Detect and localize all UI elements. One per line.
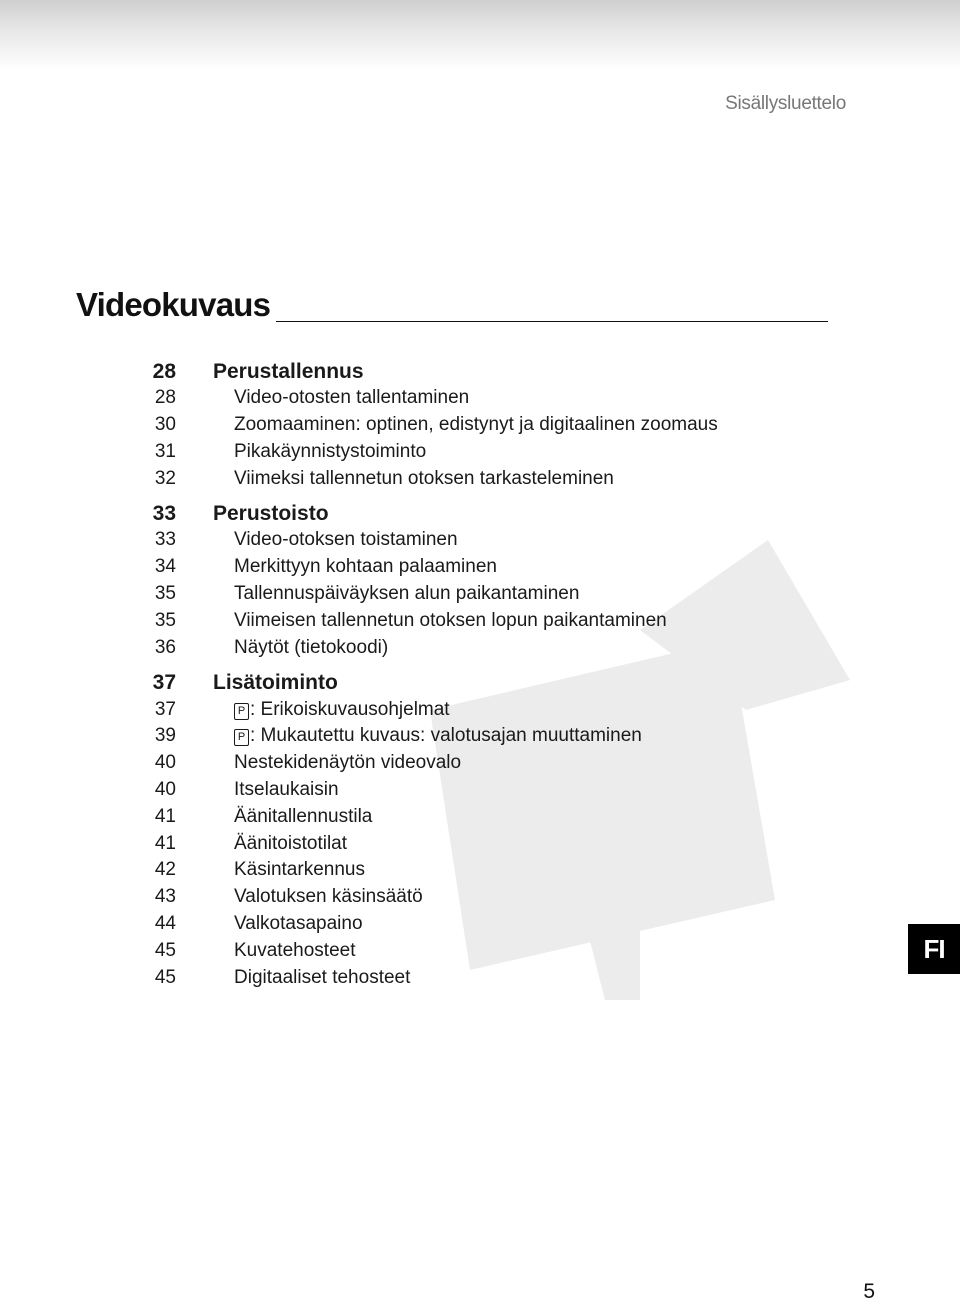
toc-page-number: 44 <box>154 913 176 934</box>
page-number: 5 <box>863 1280 875 1303</box>
toc-page-number: 45 <box>154 967 176 988</box>
toc-entry <box>0 750 960 776</box>
toc-heading <box>0 359 960 385</box>
toc-page-number: 43 <box>154 886 176 907</box>
toc-page-number: 42 <box>154 859 176 880</box>
toc-page-number: 28 <box>152 360 176 383</box>
toc-entry <box>0 723 960 749</box>
toc-entry-text: Käsintarkennus <box>234 859 365 880</box>
toc-page-number: 35 <box>154 583 176 604</box>
toc-entry-text: Äänitoistotilat <box>234 833 348 854</box>
toc-entry <box>0 412 960 438</box>
section-title: Videokuvaus <box>76 286 271 323</box>
toc-entry-text: Digitaaliset tehosteet <box>234 967 411 988</box>
running-head: Sisällysluettelo <box>725 93 846 114</box>
toc-page-number: 45 <box>154 940 176 961</box>
toc-page-number: 41 <box>154 833 176 854</box>
toc-entry <box>0 608 960 634</box>
toc-entry <box>0 554 960 580</box>
toc-entry-text: Valotuksen käsinsäätö <box>234 886 423 907</box>
toc-page-number: 30 <box>154 414 176 435</box>
toc-entry <box>0 911 960 937</box>
toc-page-number: 31 <box>154 441 176 462</box>
toc-page-number: 35 <box>154 610 176 631</box>
toc-page-number: 41 <box>154 806 176 827</box>
toc-entry-text: Kuvatehosteet <box>234 940 356 961</box>
program-mode-icon: P <box>234 703 249 720</box>
toc-entry <box>0 804 960 830</box>
toc-entry-text: Merkittyyn kohtaan palaaminen <box>234 556 497 577</box>
toc-entry-label: : Mukautettu kuvaus: valotusajan muuttaminen <box>250 725 642 746</box>
toc-entry-text: Pikakäynnistystoiminto <box>234 441 427 462</box>
toc-entry-text: Tallennuspäiväyksen alun paikantaminen <box>234 583 580 604</box>
toc-page-number: 40 <box>154 752 176 773</box>
toc-entry <box>0 831 960 857</box>
toc-entry <box>0 439 960 465</box>
toc-entry-text <box>234 723 642 749</box>
toc-entry-text: Viimeisen tallennetun otoksen lopun paikantaminen <box>234 610 667 631</box>
toc-entry <box>0 581 960 607</box>
toc-page-number: 33 <box>152 502 176 525</box>
toc-entry-text: Video-otoksen toistaminen <box>234 529 458 550</box>
toc-entry <box>0 697 960 723</box>
toc-entry-text: Video-otosten tallentaminen <box>234 387 470 408</box>
toc-entry <box>0 857 960 883</box>
toc-entry-text: Zoomaaminen: optinen, edistynyt ja digitaalinen zoomaus <box>234 414 718 435</box>
toc-entry-text: Valkotasapaino <box>234 913 363 934</box>
language-tab: FI <box>908 924 960 974</box>
toc-entry-text <box>234 697 450 723</box>
toc-entry-text: Äänitallennustila <box>234 806 373 827</box>
toc-entry-text: Itselaukaisin <box>234 779 339 800</box>
toc-page-number: 33 <box>154 529 176 550</box>
toc-entry-label: : Erikoiskuvausohjelmat <box>250 699 450 720</box>
toc-entry <box>0 635 960 661</box>
toc-entry <box>0 884 960 910</box>
toc-page-number: 39 <box>154 725 176 746</box>
toc-page-number: 36 <box>154 637 176 658</box>
toc-entry <box>0 965 960 991</box>
toc-entry-text: Perustallennus <box>213 360 364 383</box>
toc-entry <box>0 466 960 492</box>
toc-entry <box>0 938 960 964</box>
toc-entry-text: Perustoisto <box>213 502 329 525</box>
toc-entry <box>0 777 960 803</box>
toc-page-number: 28 <box>154 387 176 408</box>
toc-heading <box>0 501 960 527</box>
toc-entry-text: Viimeksi tallennetun otoksen tarkasteleminen <box>234 468 614 489</box>
toc-page-number: 37 <box>154 699 176 720</box>
toc-entry <box>0 527 960 553</box>
program-mode-icon: P <box>234 729 249 746</box>
toc-entry-text: Lisätoiminto <box>213 671 338 694</box>
toc-page-number: 32 <box>154 468 176 489</box>
toc-heading <box>0 670 960 696</box>
toc-entry-text: Nestekidenäytön videovalo <box>234 752 462 773</box>
toc-page-number: 34 <box>154 556 176 577</box>
toc-page-number: 37 <box>152 671 176 694</box>
toc-entry <box>0 385 960 411</box>
toc-page-number: 40 <box>154 779 176 800</box>
toc-entry-text: Näytöt (tietokoodi) <box>234 637 389 658</box>
